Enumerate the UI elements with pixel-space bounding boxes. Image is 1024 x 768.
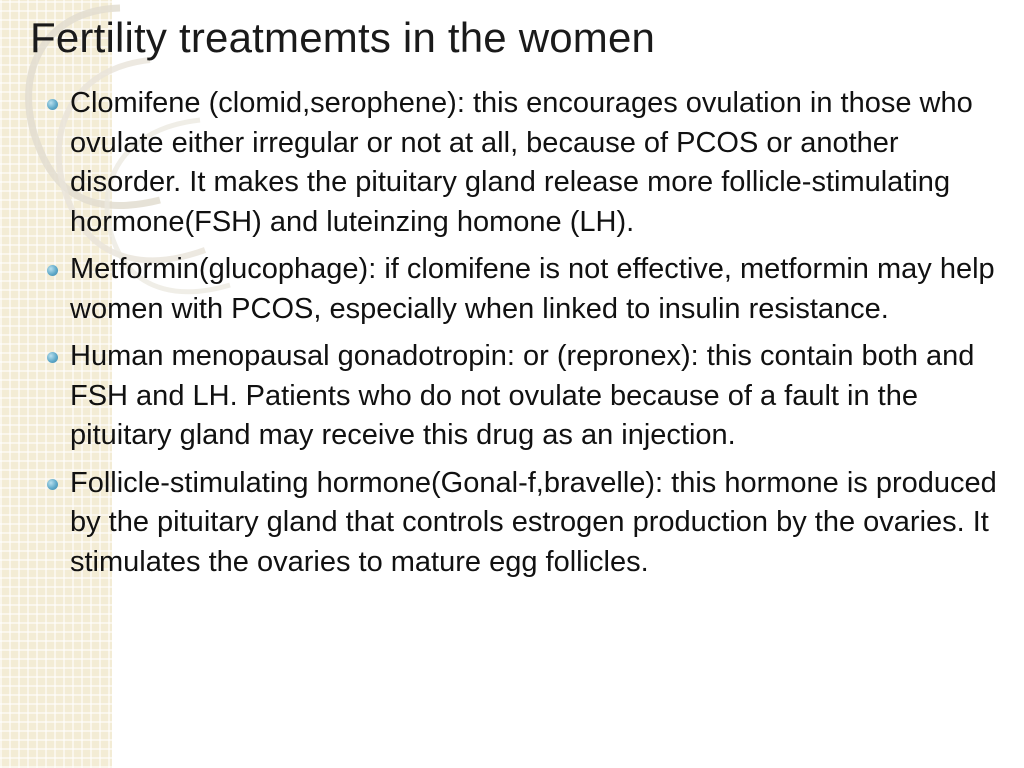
bullet-list: [44, 84, 1012, 590]
bullet-metformin: [44, 250, 1012, 329]
bullet-clomifene: [44, 84, 1012, 242]
bullet-text: Human menopausal gonadotropin: or (repronex): this contain both and FSH and LH. Patients who do not ovulate because of a fault in the pituitary gland may receive this drug as an injection.: [70, 340, 975, 451]
bullet-dot-icon: [47, 99, 58, 110]
bullet-dot-icon: [47, 265, 58, 276]
bullet-text: Follicle-stimulating hormone(Gonal-f,bravelle): this hormone is produced by the pituitary gland that controls estrogen production by the ovaries. It stimulates the ovaries to mature egg follicles.: [70, 466, 997, 578]
bullet-text: Metformin(glucophage): if clomifene is not effective, metformin may help women with PCOS, especially when linked to insulin resistance.: [70, 253, 995, 325]
bullet-dot-icon: [47, 352, 58, 363]
slide-title: Fertility treatmemts in the women: [30, 14, 656, 61]
bullet-hmg: [44, 337, 1012, 456]
bullet-dot-icon: [47, 479, 58, 490]
bullet-text: Clomifene (clomid,serophene): this encourages ovulation in those who ovulate either irregular or not at all, because of PCOS or another disorder. It makes the pituitary gland release more follicle-stimulating hormone(FSH) and luteinzing homone (LH).: [70, 87, 973, 238]
bullet-fsh: [44, 464, 1012, 583]
